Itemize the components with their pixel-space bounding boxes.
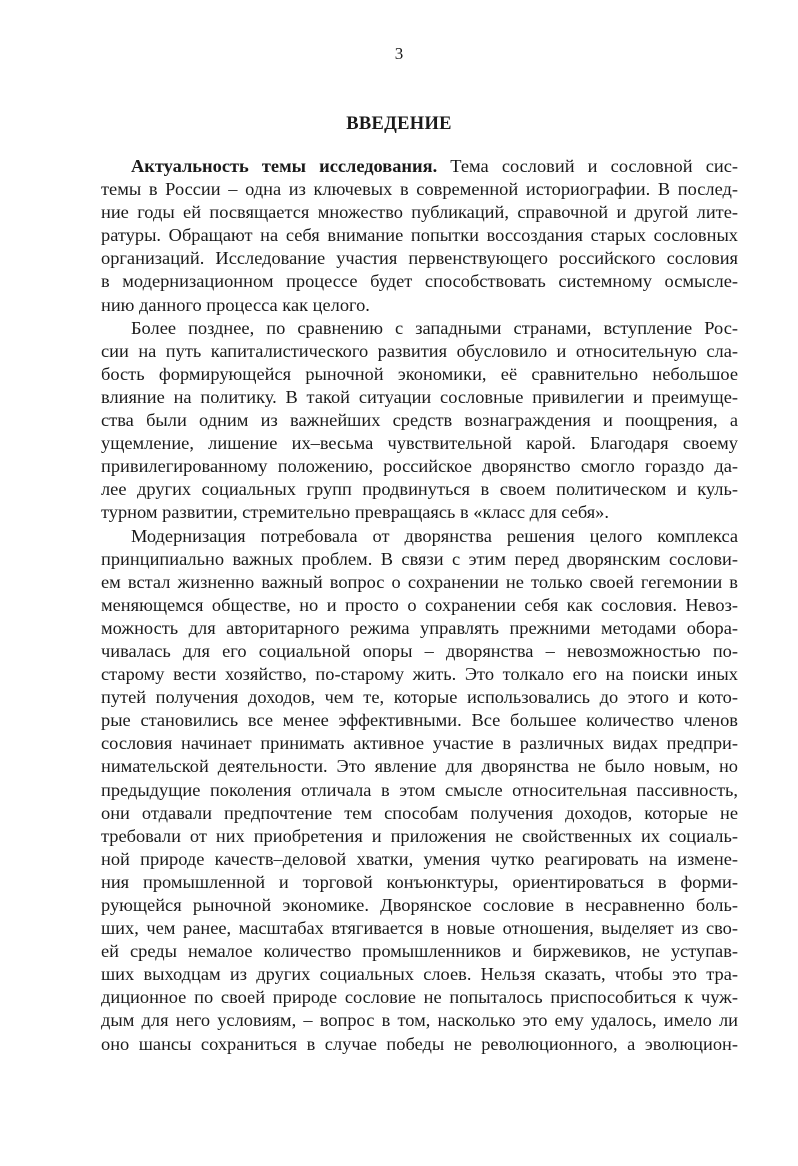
text-line: можность для авторитарного режима управлять прежними методами обора-	[101, 617, 738, 638]
text-line: лее других социальных групп продвинуться в своем политическом и куль-	[101, 479, 738, 500]
text-line: ния промышленной и торговой конъюнктуры, ориентироваться в форми-	[101, 871, 738, 892]
page-number: 3	[394, 44, 404, 63]
text-line: рующейся рыночной экономике. Дворянское сословие в несравненно боль-	[101, 895, 738, 915]
page-heading: ВВЕДЕНИЕ	[346, 114, 452, 134]
text-line: ние годы ей посвящается множество публикаций, справочной и другой лите-	[101, 202, 738, 223]
text-line: ратуры. Обращают на себя внимание попытки воссоздания старых сословных	[101, 225, 738, 246]
text-line: ной природе качеств–деловой хватки, умения чутко реагировать на измене-	[101, 848, 738, 869]
text-line: принципиально важных проблем. В связи с этим перед дворянским сослови-	[101, 548, 738, 569]
text-line: сословия начинает принимать активное участие в различных видах предпри-	[101, 733, 738, 754]
text-line: турном развитии, стремительно превращаясь в «класс для себя».	[101, 502, 609, 523]
text-line: привилегированному положению, российское дворянство смогло гораздо да-	[101, 456, 738, 477]
text-line: ей среды немалое количество промышленников и биржевиков, не уступав-	[101, 941, 738, 962]
text-line: темы в России – одна из ключевых в современной историографии. В послед-	[101, 179, 738, 200]
text-line-rest: Тема сословий и сословной сис-	[437, 156, 739, 176]
text-line: Модернизация потребовала от дворянства решения целого комплекса	[131, 525, 738, 546]
text-line: рые становились все менее эффективными. Все большее количество членов	[101, 710, 738, 731]
text-line: сии на путь капиталистического развития обусловило и относительную сла-	[101, 340, 738, 361]
text-line: ших, чем ранее, масштабах втягивается в новые отношения, выделяет из сво-	[101, 918, 738, 939]
paragraph-lead: Актуальность темы исследования.	[131, 156, 438, 176]
text-line: они отдавали предпочтение тем способам получения доходов, которые не	[101, 802, 738, 823]
text-line: бость формирующейся рыночной экономики, её сравнительно небольшое	[101, 363, 738, 384]
text-line: ущемление, лишение их–весьма чувствительной карой. Благодаря своему	[101, 433, 738, 454]
text-line: требовали от них приобретения и приложения не свойственных их социаль-	[101, 825, 738, 846]
text-line: оно шансы сохраниться в случае победы не революционного, а эволюцион-	[101, 1033, 738, 1054]
text-line: ем встал жизненно важный вопрос о сохранении не только своей гегемонии в	[101, 571, 738, 592]
text-line: чивалась для его социальной опоры – дворянства – невозможностью по-	[101, 640, 738, 661]
text-line: дым для него условиям, – вопрос в том, насколько это ему удалось, имело ли	[101, 1010, 738, 1031]
text-line: организаций. Исследование участия первенствующего российского сословия	[101, 248, 738, 269]
text-line: Более позднее, по сравнению с западными странами, вступление Рос-	[131, 317, 738, 338]
text-line: влияние на политику. В такой ситуации сословные привилегии и преимуще-	[101, 386, 738, 407]
text-line: предыдущие поколения отличала в этом смысле относительная пассивность,	[101, 779, 738, 800]
text-line: в модернизационном процессе будет способствовать системному осмысле-	[101, 271, 738, 292]
text-line: ших выходцам из других социальных слоев. Нельзя сказать, чтобы это тра-	[101, 964, 738, 985]
text-line	[101, 155, 738, 178]
text-line: диционное по своей природе сословие не попыталось приспособиться к чуж-	[101, 987, 738, 1008]
text-line: нимательской деятельности. Это явление для дворянства не было новым, но	[101, 756, 738, 777]
text-line: ства были одним из важнейших средств вознаграждения и поощрения, а	[101, 410, 738, 431]
text-line: путей получения доходов, чем те, которые использовались до этого и кото-	[101, 687, 738, 708]
text-line: старому вести хозяйство, по-старому жить. Это толкало его на поиски иных	[101, 664, 738, 685]
text-line: меняющемся обществе, но и просто о сохранении себя как сословия. Невоз-	[101, 594, 738, 615]
body-text	[101, 155, 738, 1056]
text-line: нию данного процесса как целого.	[101, 294, 370, 315]
